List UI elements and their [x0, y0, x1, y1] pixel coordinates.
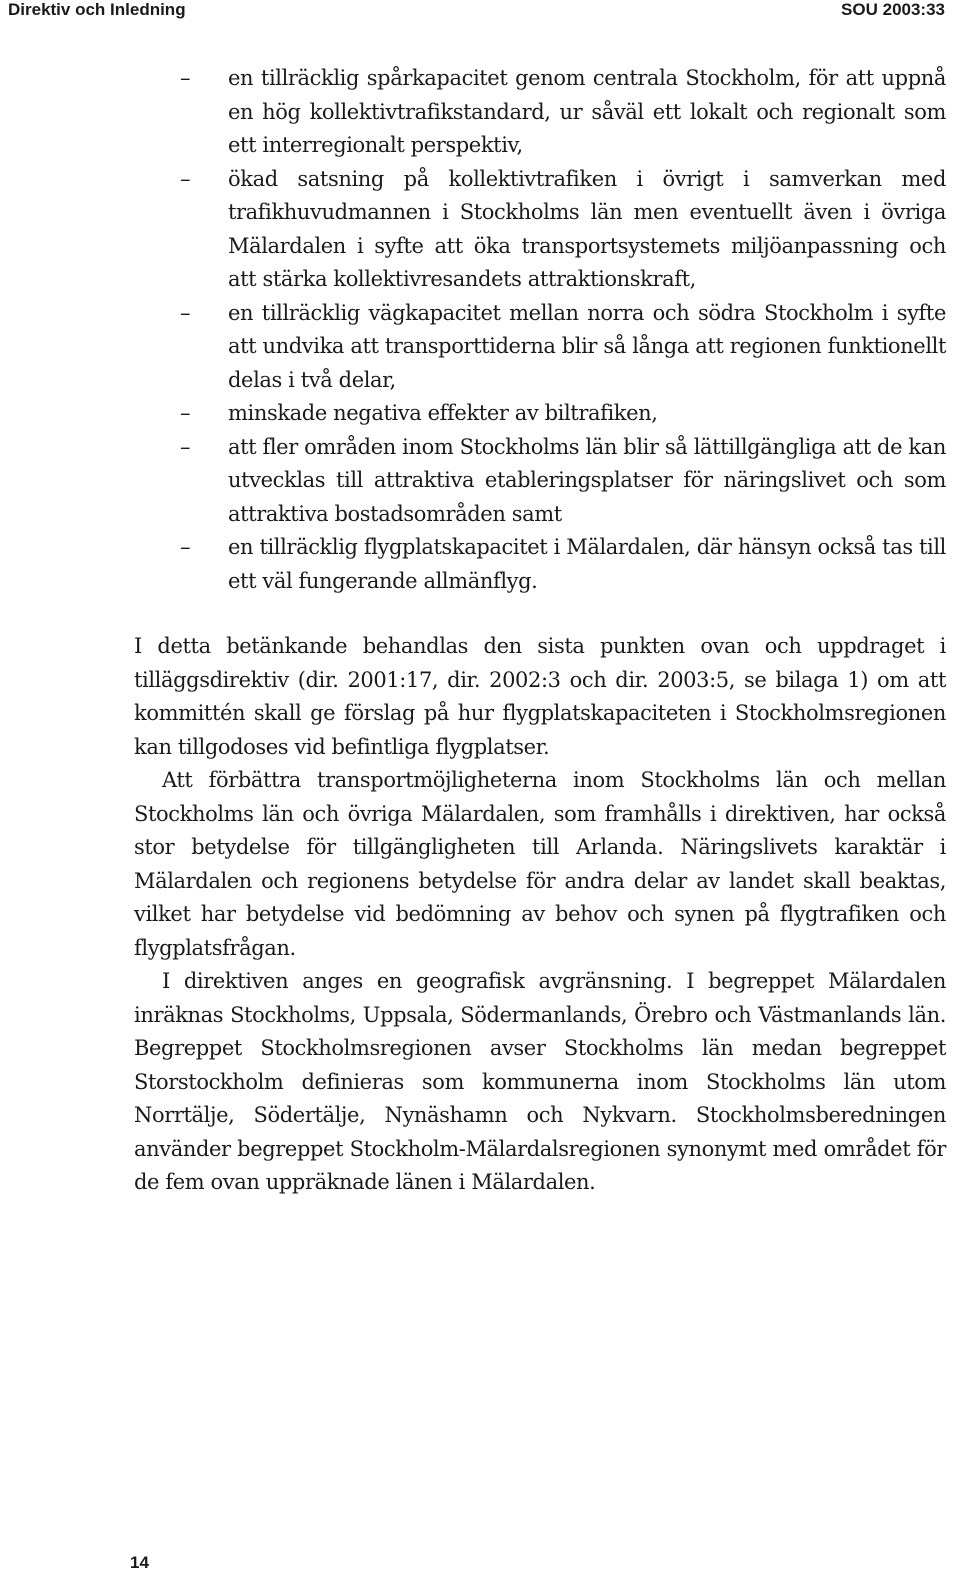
dash-marker: – — [180, 434, 191, 459]
chapter-title: Direktiv och Inledning — [8, 0, 186, 19]
dash-marker: – — [180, 535, 191, 559]
list-item-text: en tillräcklig spårkapacitet genom centrala Stockholm, för att uppnå en hög kollektivtrafikstandard, ur såväl ett lokalt och regionalt som ett interregionalt perspektiv, — [228, 66, 946, 157]
body-text — [134, 62, 946, 1200]
list-item-text: ökad satsning på kollektivtrafiken i övrigt i samverkan med trafikhuvudmannen i Stockholms län men eventuellt även i övriga Mälardalen i syfte att öka transportsystemets miljöanpassning och att stärka kollektivresandets attraktionskraft, — [228, 166, 946, 291]
dash-list — [134, 62, 946, 598]
list-item — [134, 531, 946, 598]
list-item — [134, 297, 946, 398]
list-item — [134, 62, 946, 163]
list-item — [134, 431, 946, 532]
paragraph: I detta betänkande behandlas den sista punkten ovan och uppdraget i tilläggsdirektiv (dir. 2001:17, dir. 2002:3 och dir. 2003:5, se bilaga 1) om att kommittén skall ge förslag på hur flygplatskapaciteten i Stockholmsregionen kan tillgodoses vid befintliga flygplatser. — [134, 634, 946, 759]
list-item — [134, 397, 946, 431]
list-item-text: en tillräcklig flygplatskapacitet i Mälardalen, där hänsyn också tas till ett väl fungerande allmänflyg. — [228, 535, 946, 593]
list-item-text: minskade negativa effekter av biltrafiken, — [228, 401, 658, 425]
list-item-text: en tillräcklig vägkapacitet mellan norra och södra Stockholm i syfte att undvika att transporttiderna blir så långa att regionen funktionellt delas i två delar, — [228, 300, 946, 392]
paragraph: Att förbättra transportmöjligheterna inom Stockholms län och mellan Stockholms län och övriga Mälardalen, som framhålls i direktiven, har också stor betydelse för tillgängligheten till Arlanda. Näringslivets karaktär i Mälardalen och regionens betydelse för andra delar av landet skall beaktas, vilket har betydelse vid bedömning av behov och synen på flygtrafiken och flygplatsfrågan. — [134, 768, 946, 960]
list-item-text: att fler områden inom Stockholms län blir så lättillgängliga att de kan utvecklas till attraktiva etableringsplatser för näringslivet och som attraktiva bostadsområden samt — [228, 434, 946, 526]
list-item — [134, 163, 946, 297]
running-header — [0, 0, 960, 24]
dash-marker: – — [180, 166, 191, 191]
page-number: 14 — [130, 1553, 149, 1572]
dash-marker: – — [180, 401, 191, 425]
paragraph: I direktiven anges en geografisk avgränsning. I begreppet Mälardalen inräknas Stockholms, Uppsala, Södermanlands, Örebro och Västmanlands län. Begreppet Stockholmsregionen avser Stockholms län medan begreppet Storstockholm definieras som kommunerna inom Stockholms län utom Norrtälje, Södertälje, Nynäshamn och Nykvarn. Stockholmsberedningen använder begreppet Stockholm-Mälardalsregionen synonymt med området för de fem ovan uppräknade länen i Mälardalen. — [134, 969, 946, 1194]
dash-marker: – — [180, 300, 191, 325]
report-id: SOU 2003:33 — [841, 0, 945, 19]
dash-marker: – — [180, 66, 191, 90]
